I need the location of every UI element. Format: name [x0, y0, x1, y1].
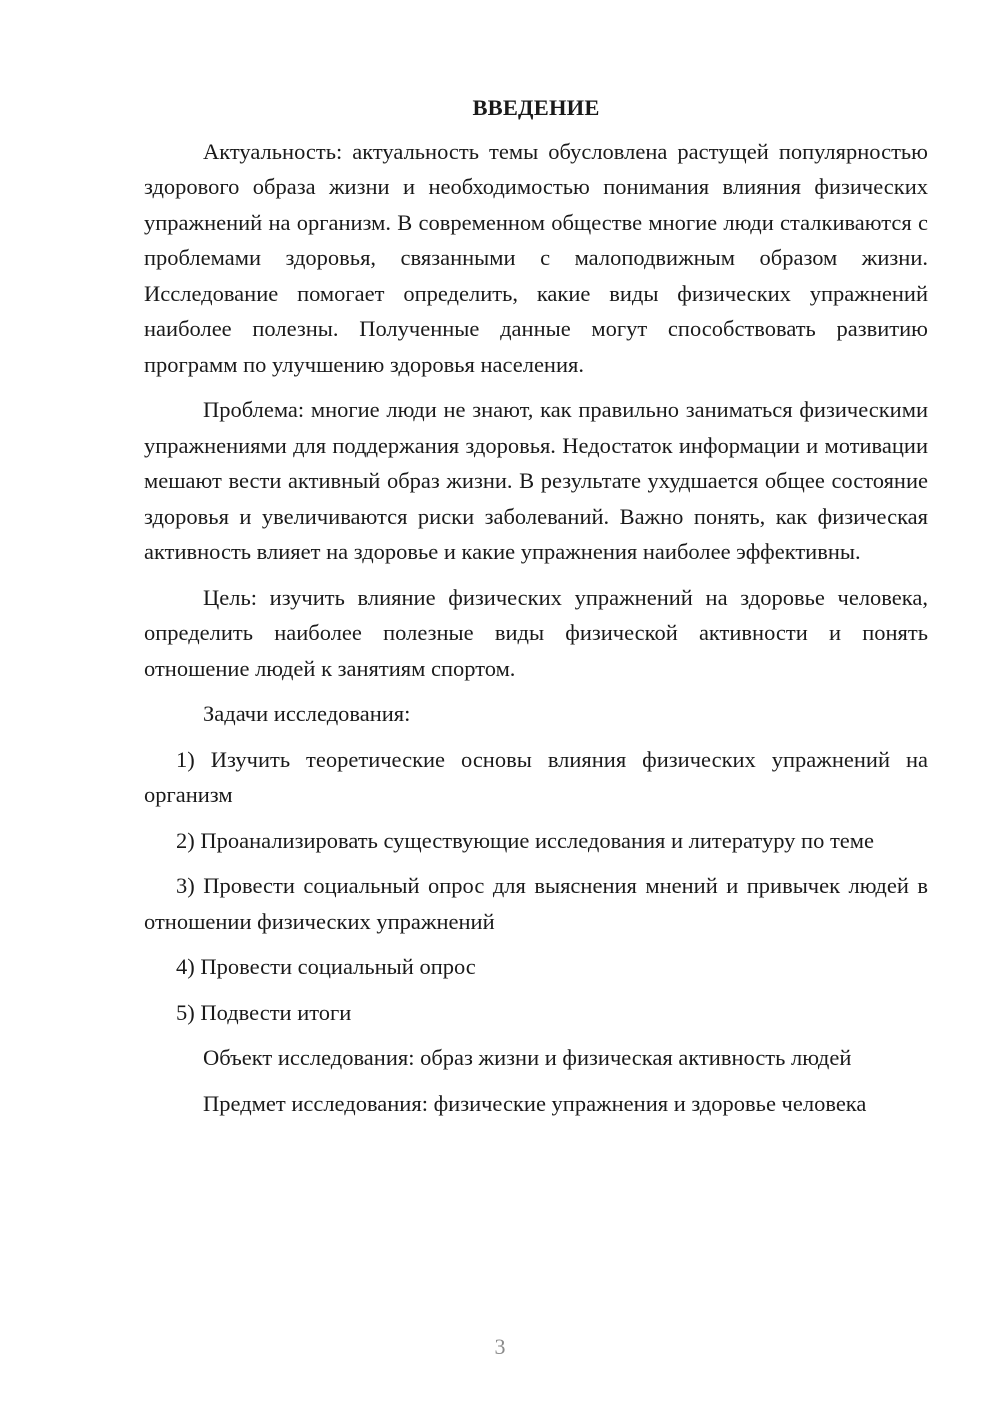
page-content: [144, 90, 928, 1131]
page-number: 3: [494, 1334, 506, 1359]
research-subject-paragraph: Предмет исследования: физические упражнения и здоровье человека: [203, 1090, 867, 1116]
tasks-heading: Задачи исследования:: [203, 701, 411, 726]
research-object-paragraph: Объект исследования: образ жизни и физическая активность людей: [203, 1045, 852, 1070]
relevance-paragraph: Актуальность: актуальность темы обусловлена растущей популярностью здорового образа жизни и необходимостью понимания влияния физических упражнений на организм. В современном обществе многие люди сталкиваются с проблемами здоровья, связанными с малоподвижным образом жизни. Исследование помогает определить, какие виды физических упражнений наиболее полезны. Полученные данные могут способствовать развитию программ по улучшению здоровья населения.: [144, 138, 928, 377]
task-item-1: 1) Изучить теоретические основы влияния физических упражнений на организм: [144, 746, 928, 807]
problem-paragraph: Проблема: многие люди не знают, как правильно заниматься физическими упражнениями для поддержания здоровья. Недостаток информации и мотивации мешают вести активный образ жизни. В результате ухудшается общее состояние здоровья и увеличиваются риски заболеваний. Важно понять, как физическая активность влияет на здоровье и какие упражнения наиболее эффективны.: [144, 397, 928, 564]
section-title: ВВЕДЕНИЕ: [472, 95, 600, 120]
task-item-3: 3) Провести социальный опрос для выяснения мнений и привычек людей в отношении физических упражнений: [144, 873, 928, 934]
task-item-2: 2) Проанализировать существующие исследования и литературу по теме: [176, 827, 874, 853]
goal-paragraph: Цель: изучить влияние физических упражнений на здоровье человека, определить наиболее полезные виды физической активности и понять отношение людей к занятиям спортом.: [144, 584, 928, 681]
task-item-5: 5) Подвести итоги: [176, 999, 352, 1025]
task-item-4: 4) Провести социальный опрос: [176, 954, 476, 979]
